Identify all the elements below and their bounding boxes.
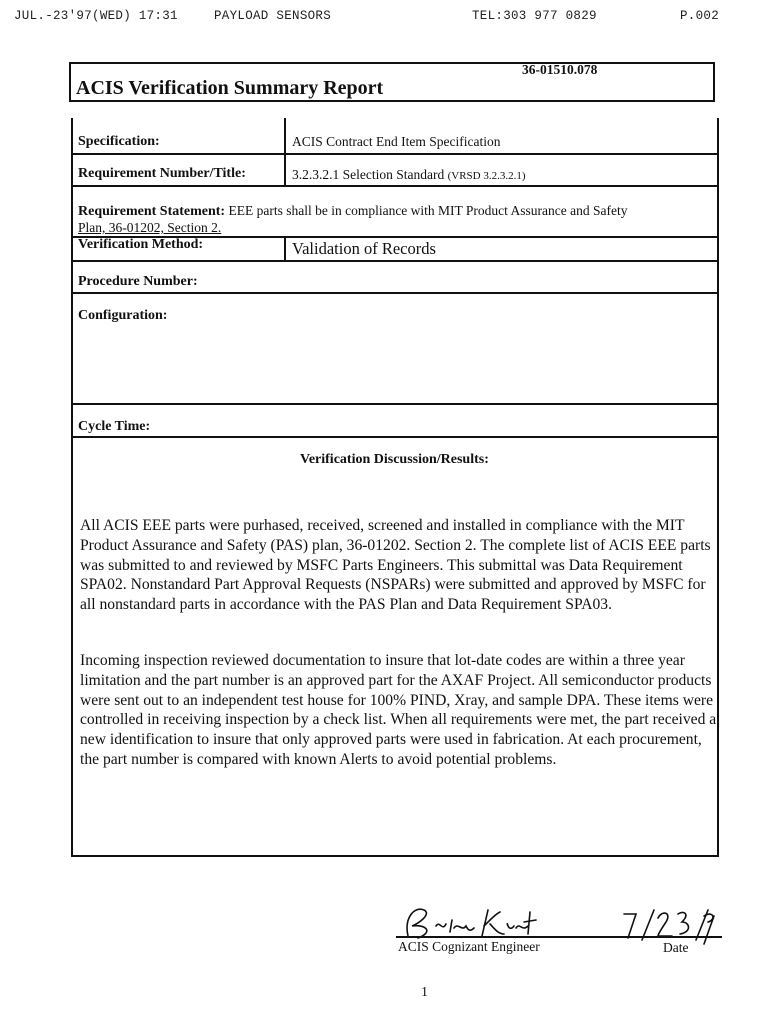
requirement-reference: (VRSD 3.2.3.2.1): [447, 170, 526, 182]
configuration-label: Configuration:: [78, 308, 168, 323]
engineer-label: ACIS Cognizant Engineer: [398, 939, 540, 954]
cycle-time-label: Cycle Time:: [78, 419, 151, 434]
fax-sender: PAYLOAD SENSORS: [214, 9, 332, 23]
row-divider: [71, 260, 719, 262]
discussion-paragraph-1: All ACIS EEE parts were purhased, received, screened and installed in compliance with the MIT Product Assurance and Safety (PAS) plan, 36-01202. Section 2. The complete list of ACIS EEE parts was submitted to and reviewed by MSFC Parts Engineers. This submittal was Data Requirement SPA02. Nonstandard Part Approval Requests (NSPARs) were submitted and approved by MSFC for all nonstandard parts in accordance with the PAS Plan and Data Requirement SPA03.: [80, 517, 711, 614]
fax-page: P.002: [680, 9, 720, 23]
page-number: 1: [421, 985, 428, 1000]
report-title: ACIS Verification Summary Report: [76, 77, 384, 99]
requirement-statement: [78, 203, 628, 236]
date-label: Date: [663, 940, 689, 955]
procedure-label: Procedure Number:: [78, 274, 198, 289]
method-value: Validation of Records: [292, 239, 436, 258]
fax-telephone: TEL:303 977 0829: [472, 9, 597, 23]
statement-line-2: Plan, 36-01202, Section 2.: [78, 220, 222, 235]
method-label: Verification Method:: [78, 237, 204, 252]
fax-date-time: JUL.-23'97(WED) 17:31: [14, 9, 178, 23]
column-divider: [284, 236, 286, 262]
requirement-label: Requirement Number/Title:: [78, 166, 246, 181]
row-divider: [71, 436, 719, 438]
statement-label: Requirement Statement:: [78, 204, 226, 219]
discussion-paragraph-2: Incoming inspection reviewed documentation to insure that lot-date codes are within a three year limitation and the part number is an approved part for the AXAF Project. All semiconductor products were sent out to an independent test house for 100% PIND, Xray, and sample DPA. These items were controlled in receiving inspection by a check list. When all requirements were met, the part received a new identification to insure that only approved parts were used in fabrication. At each procurement, the part number is compared with known Alerts to avoid potential problems.: [80, 652, 717, 768]
row-divider: [71, 185, 719, 187]
statement-line-1: EEE parts shall be in compliance with MIT Product Assurance and Safety: [228, 203, 628, 218]
discussion-heading: Verification Discussion/Results:: [300, 452, 489, 467]
specification-label: Specification:: [78, 134, 160, 149]
row-divider: [71, 292, 719, 294]
requirement-title: 3.2.3.2.1 Selection Standard: [292, 167, 445, 182]
column-divider: [284, 118, 286, 187]
row-divider: [71, 403, 719, 405]
specification-value: ACIS Contract End Item Specification: [292, 134, 501, 149]
row-divider: [71, 153, 719, 155]
document-number: 36-01510.078: [522, 62, 598, 77]
requirement-value: [292, 167, 526, 183]
signature-line: [396, 936, 722, 938]
